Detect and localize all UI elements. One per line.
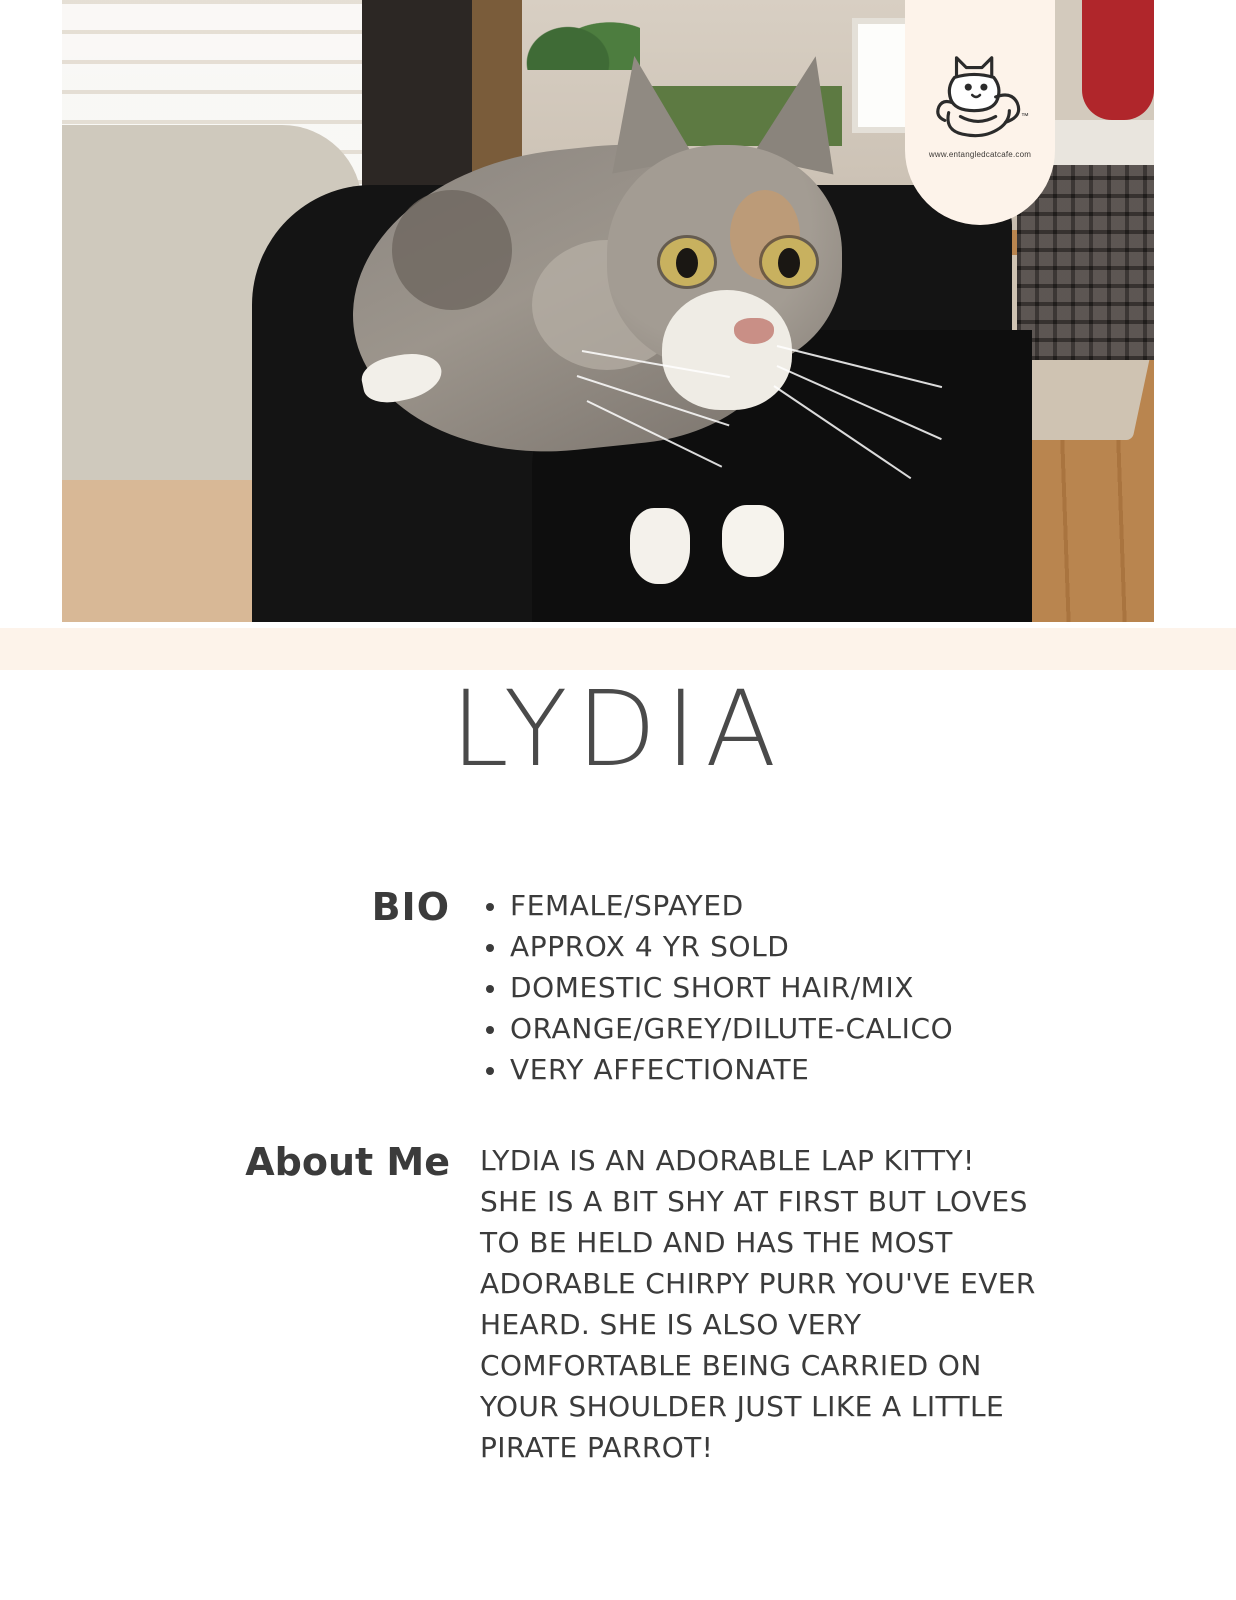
list-item: APPROX 4 YR SOLD (510, 926, 953, 967)
list-item: ORANGE/GREY/DILUTE-CALICO (510, 1008, 953, 1049)
cream-divider (0, 628, 1236, 670)
list-item: VERY AFFECTIONATE (510, 1049, 953, 1090)
cat-front-paw-2 (722, 505, 784, 577)
page-title: LYDIA (450, 668, 786, 790)
about-text: LYDIA IS AN ADORABLE LAP KITTY! SHE IS A BIT SHY AT FIRST BUT LOVES TO BE HELD AND HAS THE MOST ADORABLE CHIRPY PURR YOU'VE EVER HEARD. SHE IS ALSO VERY COMFORTABLE BEING CARRIED ON YOUR SHOULDER JUST LIKE A LITTLE PIRATE PARROT! (480, 1144, 1036, 1464)
photo-header (0, 0, 1236, 628)
cat-eye-right (762, 238, 816, 286)
logo-url-text: www.entangledcatcafe.com (928, 150, 1032, 159)
cat-pupil-right (778, 248, 800, 278)
cat-eye-left (660, 238, 714, 286)
about-section (180, 1140, 1040, 1468)
cat-pupil-left (676, 248, 698, 278)
list-item: FEMALE/SPAYED (510, 885, 953, 926)
bio-label: BIO (371, 885, 450, 929)
trademark-mark: ™ (1021, 111, 1029, 121)
cat-fur-patch-dark (392, 190, 512, 310)
cat-in-cup-logo (931, 48, 1029, 140)
crate-top-bed (1047, 120, 1154, 165)
cat-muzzle (662, 290, 792, 410)
bio-list (480, 885, 953, 1090)
red-object (1082, 0, 1154, 120)
about-label: About Me (245, 1140, 450, 1184)
list-item: DOMESTIC SHORT HAIR/MIX (510, 967, 953, 1008)
cat-nose (734, 318, 774, 344)
cat-front-paw-1 (630, 508, 690, 584)
bio-section (180, 885, 953, 1090)
brand-logo-badge (905, 0, 1055, 225)
